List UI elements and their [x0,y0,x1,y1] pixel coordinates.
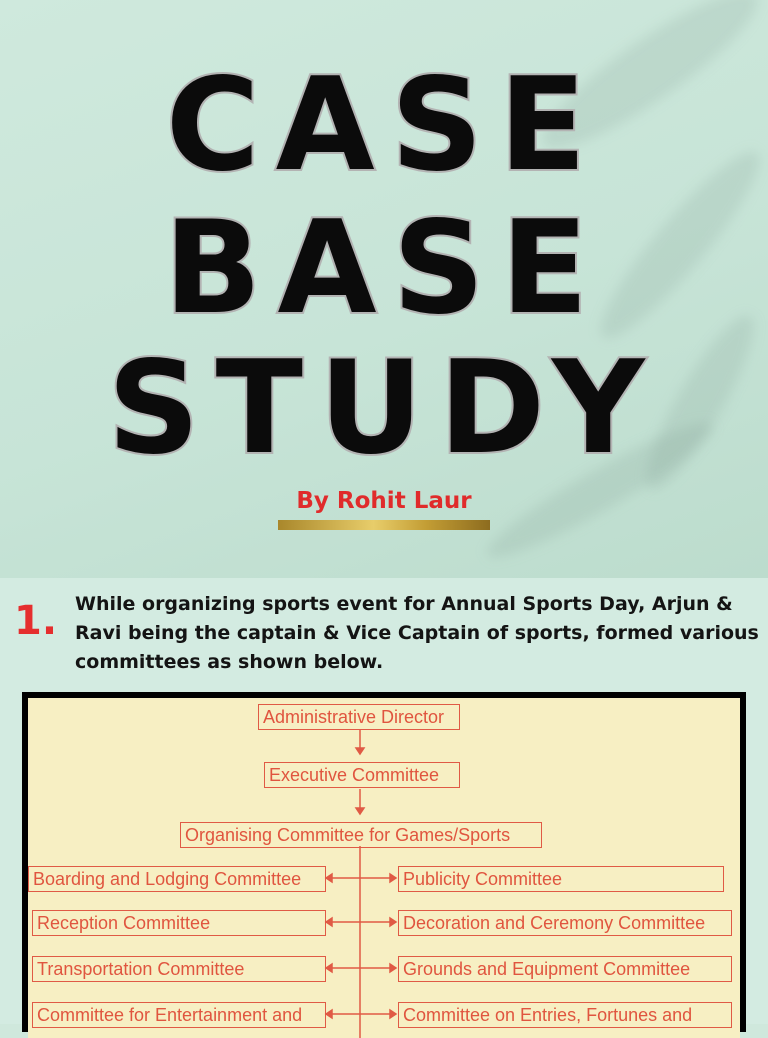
question-text: While organizing sports event for Annual Sports Day, Arjun & Ravi being the captain & Vice Captain of sports, formed various committees as shown below. [75,593,759,673]
organising-committee-box: Organising Committee for Games/Sports [180,822,542,848]
left-committee-4: Committee for Entertainment and [32,1002,326,1028]
right-committee-3: Grounds and Equipment Committee [398,956,732,982]
title-line-2: BASE [163,194,605,343]
author-byline: By Rohit Laur [296,488,472,514]
title-line-3: STUDY [107,334,661,483]
left-committee-2: Reception Committee [32,910,326,936]
administrative-director-box: Administrative Director [258,704,460,730]
left-committee-1: Boarding and Lodging Committee [28,866,326,892]
title-line-1: CASE [165,51,603,200]
org-chart [28,698,740,1038]
right-committee-2: Decoration and Ceremony Committee [398,910,732,936]
executive-committee-box: Executive Committee [264,762,460,788]
right-committee-1: Publicity Committee [398,866,724,892]
question-number: 1. [14,598,58,644]
left-committee-3: Transportation Committee [32,956,326,982]
org-chart-frame [22,692,746,1032]
gold-divider [278,520,490,530]
right-committee-4: Committee on Entries, Fortunes and [398,1002,732,1028]
